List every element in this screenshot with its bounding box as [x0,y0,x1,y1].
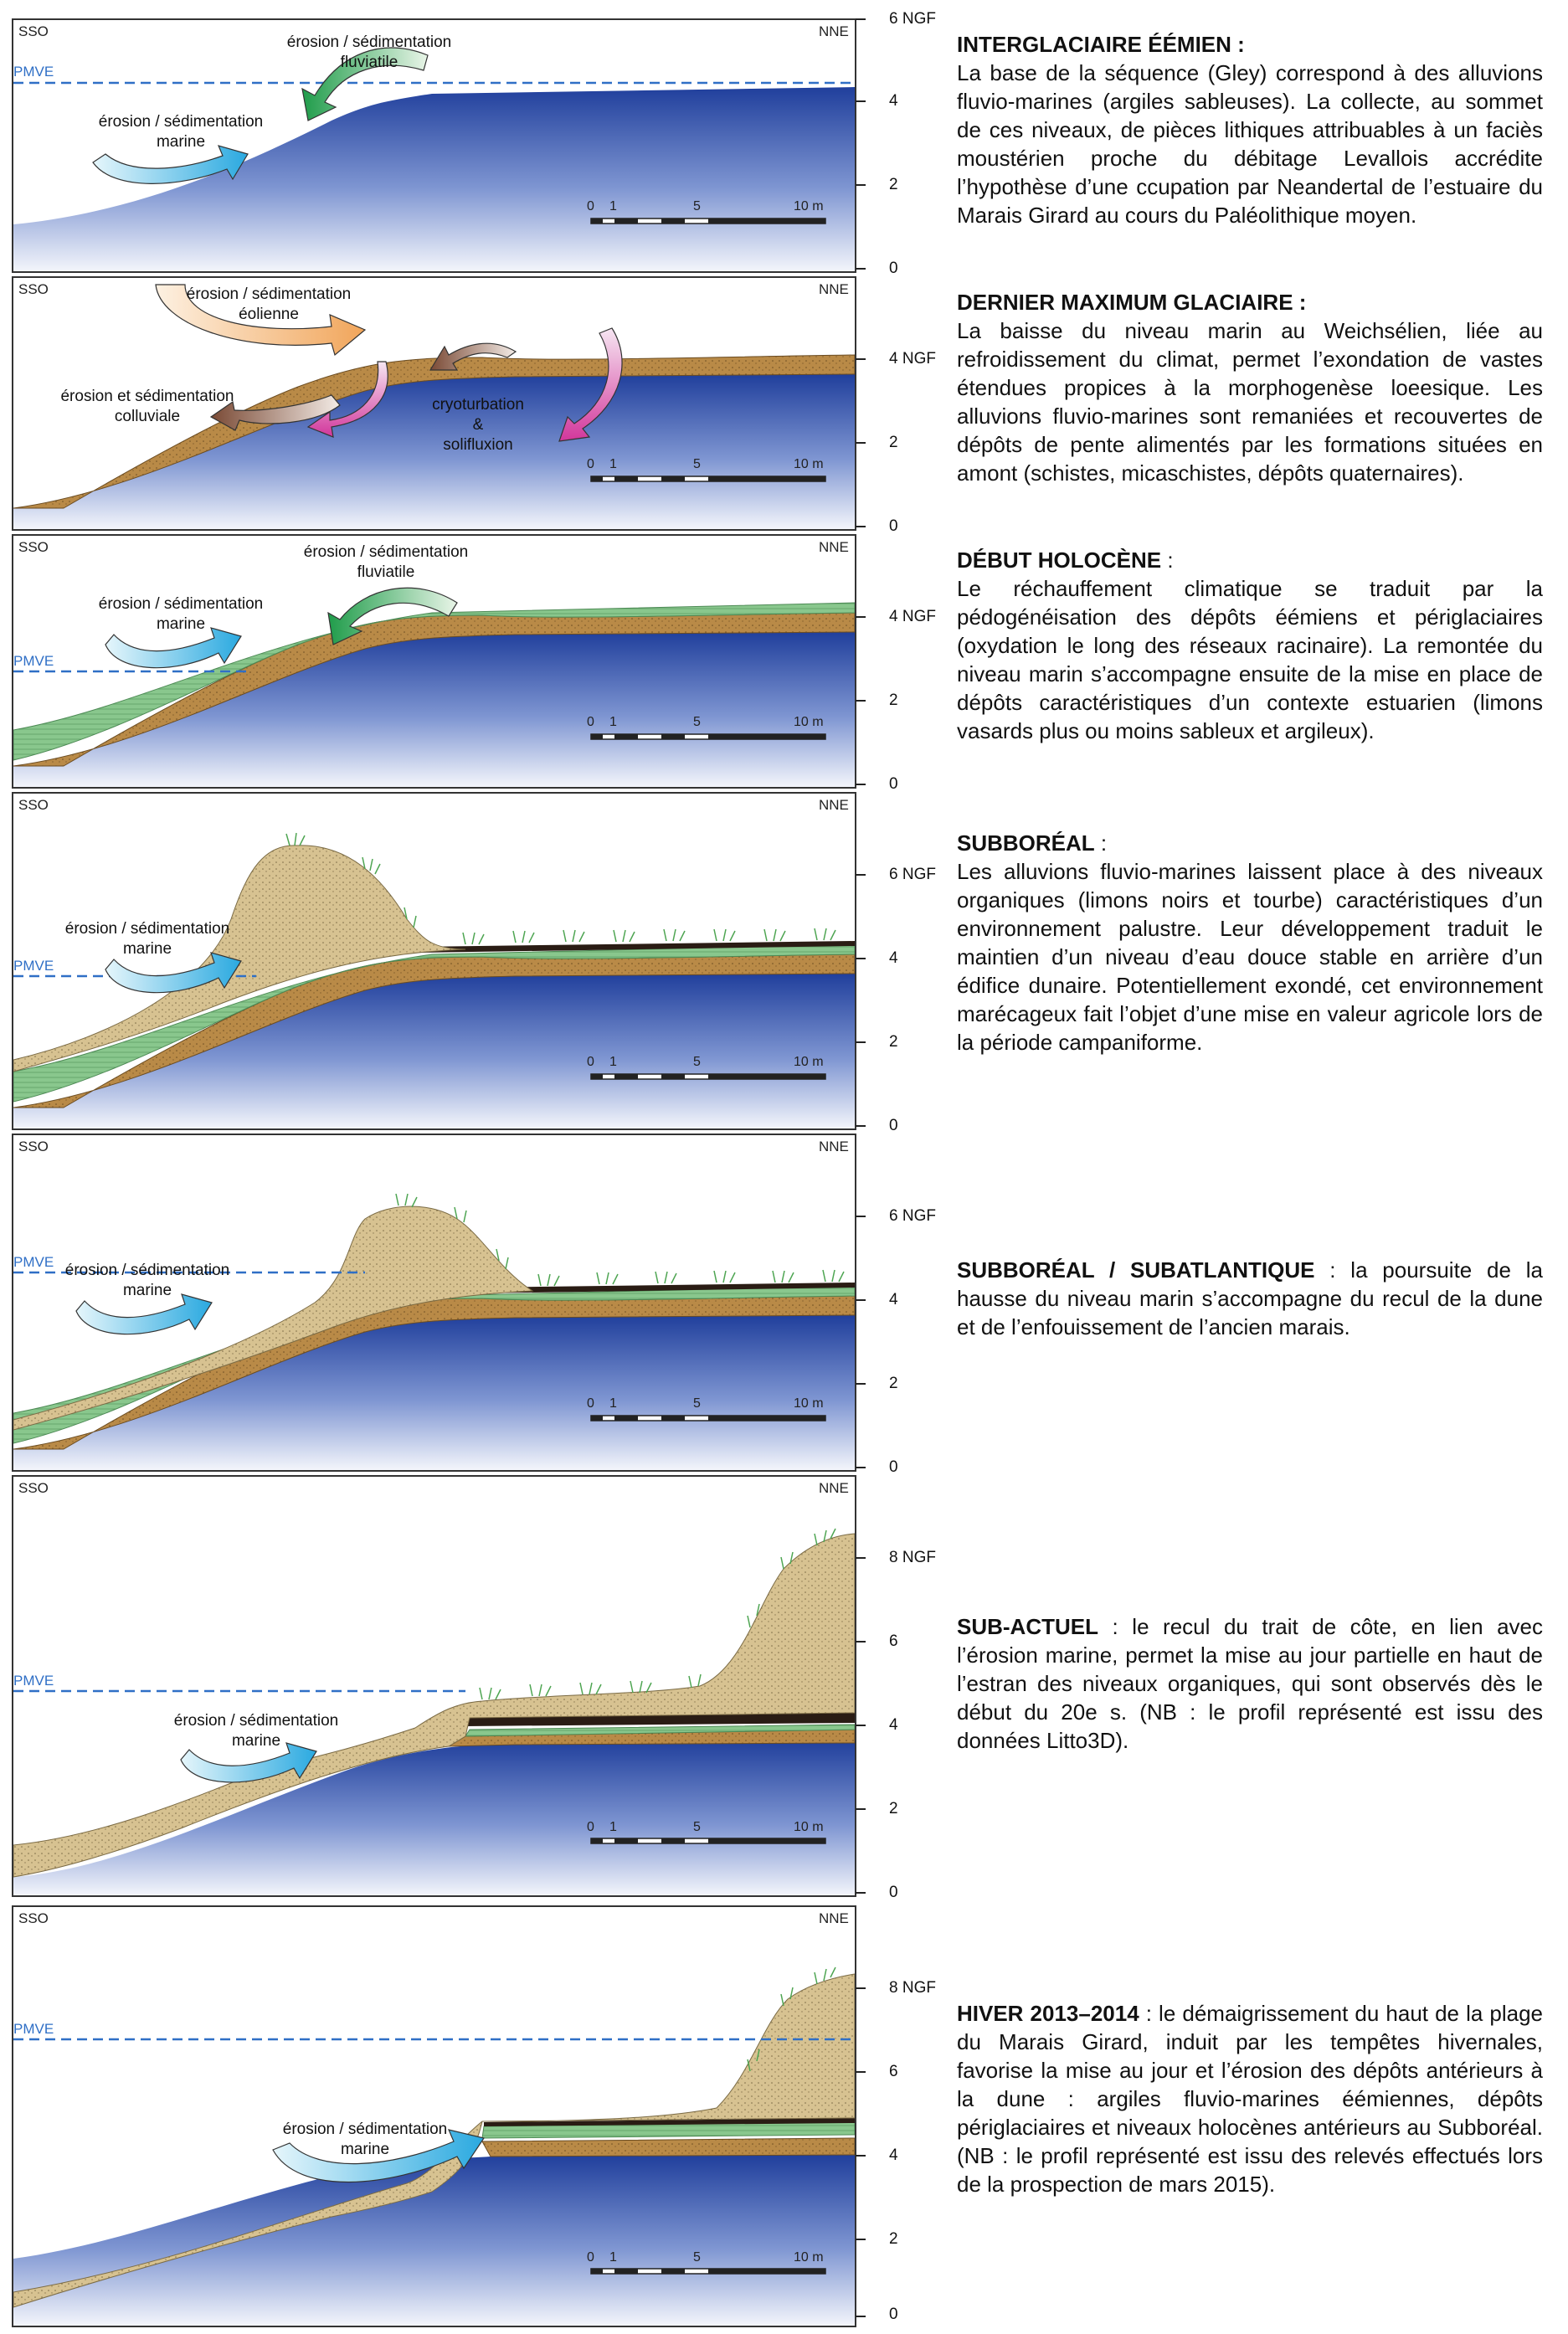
scale-label: 5 [693,1396,701,1411]
direction-right-label: NNE [819,797,849,813]
scale-label: 0 [587,2250,594,2265]
profile-panel-lgm [12,276,856,531]
process-label: érosion / sédimentation fluviatile [286,33,452,71]
scale-bar [591,1416,825,1421]
axis-tick-label: 0 [889,1117,898,1134]
elevation-axis [856,276,939,535]
description-subboreal [957,829,1543,1056]
colluvium-layer [482,2138,855,2157]
scale-label: 1 [609,1396,617,1411]
period-text: : le démaigrissement du haut de la plage du Marais Girard, induit par les tempêtes hivernales, favorise la mise au jour et l’érosion des dépôts antérieurs à la dune : argiles fluvio-marines éémiennes, dépôts périglaciaires et niveaux holocènes antérieurs au Subboréal. (NB : le profil représenté est issu des relevés effectués lors de la prospection de mars 2015). [957,2001,1544,2197]
axis-tick-label: 4 [889,92,898,110]
period-heading: DERNIER MAXIMUM GLACIAIRE : [957,290,1307,315]
scale-label: 1 [609,2250,617,2265]
elevation-axis [856,1905,939,2324]
elevation-axis [856,10,939,277]
period-text: La baisse du niveau marin au Weichsélien, liée au refroidissement du climat, permet l’exondation de vastes étendues propices à la morphogenèse loeesique. Les alluvions fluvio-marines sont remaniées et recouvertes de dépôts de pente alimentés par les formations situées en amont (schistes, micaschistes, dépôts quaternaires). [957,318,1543,486]
profile-drawing [13,1135,855,1470]
scale-label: 10 m [794,457,824,471]
direction-left-label: SSO [18,23,49,39]
scale-bar [591,218,825,224]
elevation-axis [856,1134,939,1476]
axis-tick-label: 8 NGF [889,1979,936,1997]
axis-tick-label: 0 [889,775,898,793]
scale-label: 5 [693,1055,701,1069]
period-heading: DÉBUT HOLOCÈNE [957,548,1162,573]
pmve-label: PMVE [13,2021,54,2037]
axis-tick-label: 4 NGF [889,608,936,625]
period-text: : le recul du trait de côte, en lien avec l’érosion marine, permet la mise au jour partielle en haut de l’estran des niveaux organiques, qui sont observés dès le début du 20e s. (NB : le profil représenté est issu des données Litto3D). [957,1614,1543,1753]
scale-label: 0 [587,1055,594,1069]
scale-label: 5 [693,715,701,729]
axis-tick-label: 2 [889,2230,898,2248]
scale-label: 1 [609,715,617,729]
scale-label: 1 [609,1055,617,1069]
scale-label: 0 [587,715,594,729]
elevation-axis [856,1475,939,1901]
profile-panel-sub-actuel [12,1475,856,1897]
elevation-axis [856,792,939,1134]
profile-drawing [13,794,855,1128]
elevation-axis [856,534,939,793]
axis-tick-label: 0 [889,260,898,277]
axis-tick-label: 6 NGF [889,10,936,28]
scale-label: 10 m [794,199,824,213]
pmve-label: PMVE [13,653,54,669]
process-label: érosion / sédimentation marine [282,2121,448,2158]
process-label: cryoturbation & solifluxion [432,396,524,454]
axis-tick-label: 2 [889,434,898,451]
scale-bar [591,476,825,481]
scale-label: 0 [587,1820,594,1834]
axis-tick-label: 0 [889,1458,898,1476]
axis-tick-label: 4 [889,1716,898,1734]
scale-label: 0 [587,199,594,213]
description-eemien [957,30,1543,229]
scale-label: 1 [609,1820,617,1834]
description-hiver-2013 [957,1999,1543,2198]
direction-left-label: SSO [18,797,49,813]
process-label: érosion / sédimentation marine [98,595,264,633]
scale-label: 10 m [794,1055,824,1069]
description-early-holocene [957,546,1543,745]
axis-tick-label: 0 [889,1884,898,1901]
description-sub-actuel [957,1612,1543,1755]
period-text: : la poursuite de la hausse du niveau marin s’accompagne du recul de la dune et de l’enfouissement de l’ancien marais. [957,1257,1543,1339]
period-text: Le réchauffement climatique se traduit par la pédogénéisation des dépôts éémiens et périglaciaires (oxydation le long des réseaux racinaire). La remontée du niveau marin s’accompagne ensuite de la mise en place de dépôts caractéristiques d’un contexte estuarien (limons vasards plus ou moins sableux et argileux). [957,576,1543,743]
period-heading: HIVER 2013–2014 [957,2001,1139,2026]
pmve-label: PMVE [13,64,54,80]
direction-left-label: SSO [18,1480,49,1496]
direction-right-label: NNE [819,281,849,297]
process-label: érosion / sédimentation fluviatile [303,543,469,581]
axis-tick-label: 6 [889,1632,898,1650]
scale-label: 10 m [794,1820,824,1834]
axis-tick-label: 2 [889,176,898,193]
profile-panel-subatlantic [12,1134,856,1472]
period-heading: INTERGLACIAIRE ÉÉMIEN : [957,32,1245,57]
profile-panel-hiver-2013 [12,1905,856,2327]
profile-drawing [13,1477,855,1895]
direction-left-label: SSO [18,281,49,297]
process-label: érosion / sédimentation marine [64,1262,230,1299]
axis-tick-label: 6 NGF [889,866,936,883]
axis-tick-label: 6 NGF [889,1207,936,1225]
period-text: Les alluvions fluvio-marines laissent place à des niveaux organiques (limons noirs et tourbe) caractéristiques d’un environnement palustre. Leur développement traduit le maintien d’un niveau d’eau douce stable en arrière d’un édifice dunaire. Potentiellement exondé, cet environnement marécageux fait l’objet d’une mise en valeur agricole lors de la période campaniforme. [957,859,1543,1055]
scale-label: 1 [609,199,617,213]
scale-label: 10 m [794,1396,824,1411]
profile-panel-eemien [12,18,856,273]
scale-bar [591,2269,825,2274]
axis-tick-label: 4 [889,949,898,967]
axis-tick-label: 6 [889,2063,898,2080]
axis-tick-label: 2 [889,691,898,709]
axis-tick-label: 2 [889,1800,898,1817]
direction-right-label: NNE [819,1480,849,1496]
scale-label: 5 [693,1820,701,1834]
period-heading-suffix: : [1161,548,1174,573]
axis-tick-label: 4 NGF [889,350,936,368]
scale-bar [591,734,825,739]
scale-label: 5 [693,2250,701,2265]
description-lgm [957,288,1543,487]
pmve-label: PMVE [13,1673,54,1689]
scale-label: 0 [587,457,594,471]
scale-label: 0 [587,1396,594,1411]
description-subatlantic [957,1256,1543,1341]
direction-right-label: NNE [819,1139,849,1154]
scale-label: 5 [693,199,701,213]
axis-tick-label: 8 NGF [889,1549,936,1566]
process-label: érosion / sédimentation éolienne [186,285,352,323]
axis-tick-label: 0 [889,517,898,535]
direction-right-label: NNE [819,23,849,39]
process-label: érosion et sédimentation colluviale [60,388,234,425]
scale-label: 10 m [794,2250,824,2265]
period-text: La base de la séquence (Gley) correspond à des alluvions fluvio-marines (argiles sableuses). La collecte, au sommet de ces niveaux, de pièces lithiques attribuables à un faciès moustérien proche du débitage Levallois accrédite l’hypothèse d’une ccupation par Neandertal de l’estuaire du Marais Girard au cours du Paléolithique moyen. [957,60,1543,228]
direction-left-label: SSO [18,1139,49,1154]
profile-drawing [13,1907,855,2326]
axis-tick-label: 4 [889,2146,898,2164]
process-label: érosion / sédimentation marine [64,920,230,958]
period-heading: SUB-ACTUEL [957,1614,1098,1639]
axis-tick-label: 2 [889,1033,898,1051]
axis-tick-label: 2 [889,1375,898,1392]
direction-right-label: NNE [819,1910,849,1926]
direction-left-label: SSO [18,539,49,555]
period-heading: SUBBORÉAL / SUBATLANTIQUE [957,1257,1315,1283]
direction-left-label: SSO [18,1910,49,1926]
axis-tick-label: 4 [889,1291,898,1308]
pmve-label: PMVE [13,1254,54,1270]
profile-panel-subboreal [12,792,856,1130]
direction-right-label: NNE [819,539,849,555]
scale-label: 10 m [794,715,824,729]
scale-label: 1 [609,457,617,471]
scale-bar [591,1074,825,1079]
process-label: érosion / sédimentation marine [173,1712,339,1750]
scale-bar [591,1838,825,1843]
axis-tick-label: 0 [889,2306,898,2323]
period-heading: SUBBORÉAL [957,830,1095,856]
process-label: érosion / sédimentation marine [98,113,264,151]
period-heading-suffix: : [1094,830,1108,856]
scale-label: 5 [693,457,701,471]
profile-panel-early-holocene [12,534,856,789]
pmve-label: PMVE [13,958,54,974]
